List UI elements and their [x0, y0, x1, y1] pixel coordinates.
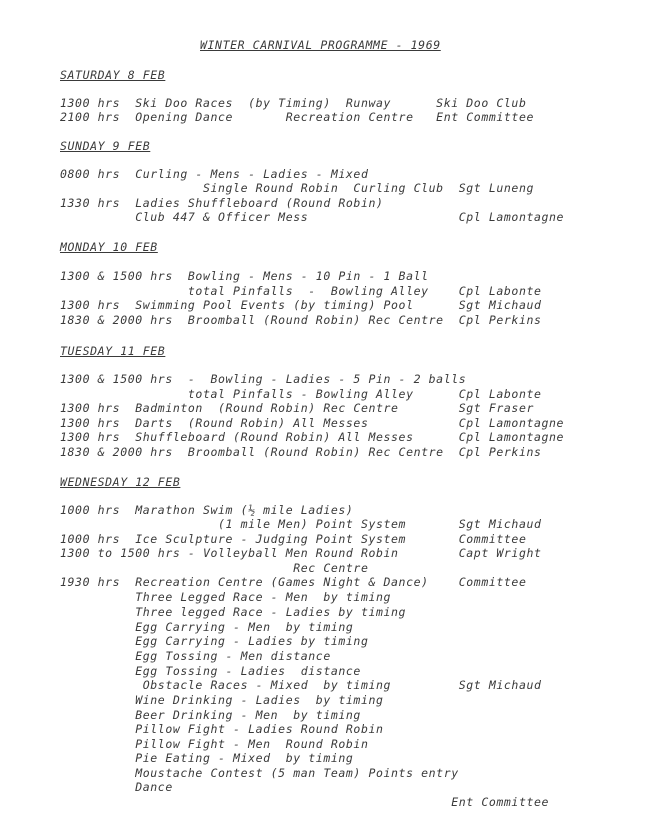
programme-line: Beer Drinking - Men by timing: [60, 708, 361, 722]
programme-line: Ent Committee: [60, 795, 550, 809]
page-title: WINTER CARNIVAL PROGRAMME - 1969: [200, 38, 441, 52]
day-heading: TUESDAY 11 FEB: [60, 344, 166, 358]
programme-line: Moustache Contest (5 man Team) Points entry: [60, 766, 459, 780]
programme-line: Rec Centre: [60, 561, 369, 575]
programme-line: 2100 hrs Opening Dance Recreation Centre Ent Committee: [60, 110, 534, 124]
programme-line: 1300 hrs Swimming Pool Events (by timing) Pool Sgt Michaud: [60, 298, 542, 312]
programme-line: Three legged Race - Ladies by timing: [60, 605, 407, 619]
programme-line: Club 447 & Officer Mess Cpl Lamontagne: [60, 210, 565, 224]
programme-line: 1830 & 2000 hrs Broomball (Round Robin) Rec Centre Cpl Perkins: [60, 313, 542, 327]
day-heading: SUNDAY 9 FEB: [60, 139, 151, 153]
programme-line: Egg Tossing - Men distance: [60, 649, 331, 663]
programme-line: 1830 & 2000 hrs Broomball (Round Robin) Rec Centre Cpl Perkins: [60, 445, 542, 459]
programme-line: total Pinfalls - Bowling Alley Cpl Labonte: [60, 387, 542, 401]
programme-line: Pie Eating - Mixed by timing: [60, 751, 354, 765]
day-heading: MONDAY 10 FEB: [60, 240, 158, 254]
programme-line: Obstacle Races - Mixed by timing Sgt Michaud: [60, 678, 542, 692]
programme-line: 1300 to 1500 hrs - Volleyball Men Round Robin Capt Wright: [60, 546, 542, 560]
programme-line: 1000 hrs Ice Sculpture - Judging Point System Committee: [60, 532, 527, 546]
programme-line: 1300 & 1500 hrs Bowling - Mens - 10 Pin - 1 Ball: [60, 269, 429, 283]
programme-line: Pillow Fight - Men Round Robin: [60, 737, 369, 751]
programme-line: Pillow Fight - Ladies Round Robin: [60, 722, 384, 736]
programme-line: 1300 hrs Badminton (Round Robin) Rec Centre Sgt Fraser: [60, 401, 534, 415]
programme-line: 0800 hrs Curling - Mens - Ladies - Mixed: [60, 167, 369, 181]
programme-line: 1300 hrs Darts (Round Robin) All Messes Cpl Lamontagne: [60, 416, 565, 430]
programme-line: Egg Carrying - Ladies by timing: [60, 634, 369, 648]
programme-line: Dance: [60, 780, 173, 794]
programme-line: 1300 & 1500 hrs - Bowling - Ladies - 5 Pin - 2 balls: [60, 372, 467, 386]
day-heading: SATURDAY 8 FEB: [60, 68, 166, 82]
programme-line: Single Round Robin Curling Club Sgt Luneng: [60, 181, 534, 195]
programme-line: 1330 hrs Ladies Shuffleboard (Round Robin): [60, 196, 384, 210]
programme-line: Egg Carrying - Men by timing: [60, 620, 354, 634]
programme-line: Three Legged Race - Men by timing: [60, 590, 392, 604]
programme-line: Wine Drinking - Ladies by timing: [60, 693, 384, 707]
programme-line: (1 mile Men) Point System Sgt Michaud: [60, 517, 542, 531]
programme-line: 1000 hrs Marathon Swim (½ mile Ladies): [60, 503, 354, 517]
programme-line: total Pinfalls - Bowling Alley Cpl Labonte: [60, 284, 542, 298]
programme-line: 1300 hrs Ski Doo Races (by Timing) Runway Ski Doo Club: [60, 96, 527, 110]
programme-line: Egg Tossing - Ladies distance: [60, 664, 361, 678]
day-heading: WEDNESDAY 12 FEB: [60, 475, 181, 489]
programme-line: 1300 hrs Shuffleboard (Round Robin) All Messes Cpl Lamontagne: [60, 430, 565, 444]
programme-line: 1930 hrs Recreation Centre (Games Night & Dance) Committee: [60, 575, 527, 589]
